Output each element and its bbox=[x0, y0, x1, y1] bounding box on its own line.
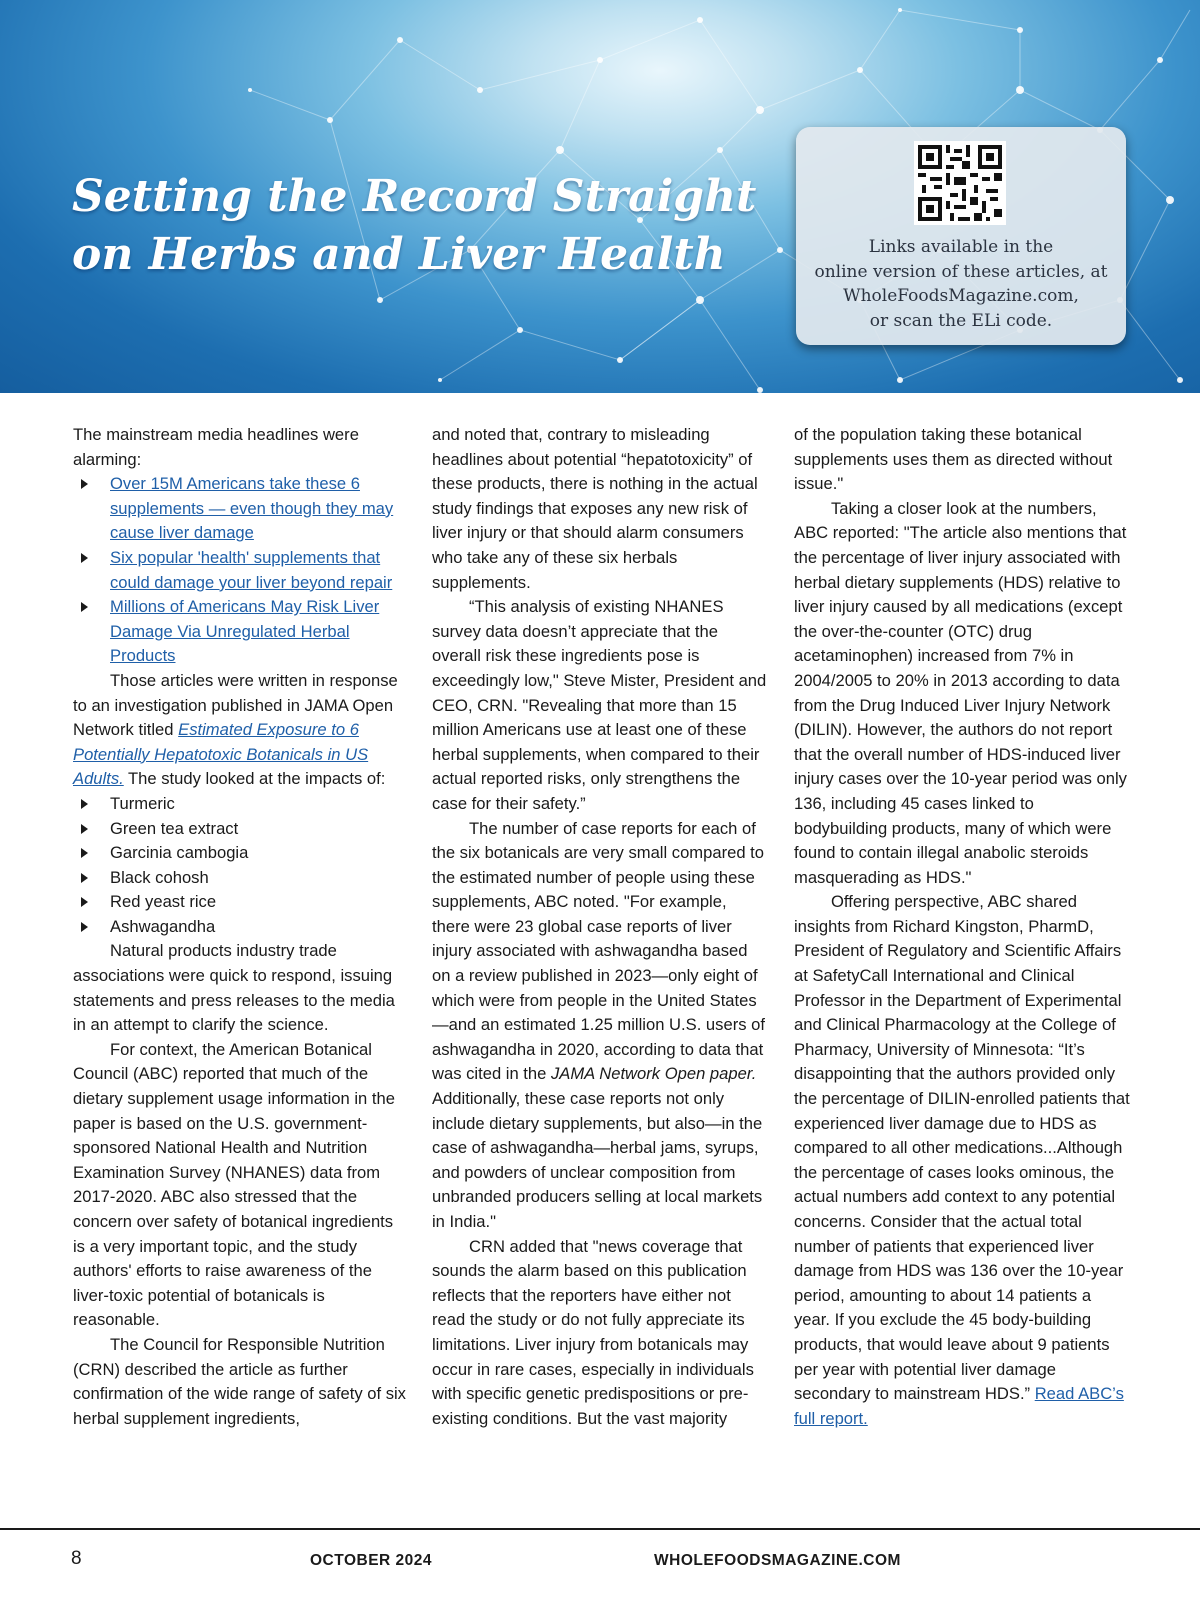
list-item bbox=[73, 472, 409, 546]
list-item bbox=[73, 595, 409, 669]
article-column-1 bbox=[73, 423, 409, 1431]
list-item bbox=[73, 546, 409, 595]
body-paragraph: Taking a closer look at the numbers, ABC reported: "The article also mentions that the percentage of liver injury associated with herbal dietary supplements (HDS) relative to liver injury caused by all medications (except the over-the-counter (OTC) drug acetaminophen) increased from 7% in 2004/2005 to 20% in 2013 according to data from the Drug Induced Liver Injury Network (DILIN). However, the authors do not report that the overall number of HDS-induced liver injury cases over the 10-year period was only 136, including 45 cases linked to bodybuilding products, many of which were found to contain illegal anabolic steroids masquerading as HDS." bbox=[794, 498, 1127, 887]
quote-paragraph: “This analysis of existing NHANES survey data doesn’t appreciate that the overall risk these ingredients pose is exceedingly low," Steve Mister, President and CEO, CRN. "Revealing that more than 15 million Americans use at least one of these herbal supplements, when compared to their actual reported risks, only strengthens the case for their safety.” bbox=[432, 597, 767, 813]
intro-paragraph: The mainstream media headlines were alarming: bbox=[73, 425, 359, 469]
list-item: Turmeric bbox=[73, 792, 409, 817]
list-item: Red yeast rice bbox=[73, 890, 409, 915]
article-title bbox=[72, 168, 772, 284]
article-column-3 bbox=[794, 423, 1130, 1431]
paragraph-text: The number of case reports for each of the six botanicals are very small compared to the estimated number of people using these supplements, ABC noted. "For example, there were 23 global case reports of liver injury associated with ashwagandha based on a review published in 2023—only eight of which were from people in the United States—and an estimated 1.25 million U.S. users of ashwagandha in 2020, according to data that was cited in the bbox=[432, 818, 765, 1084]
eli-instructions bbox=[796, 235, 1126, 333]
list-item: Garcinia cambogia bbox=[73, 841, 409, 866]
eli-code-box bbox=[796, 127, 1126, 345]
body-paragraph bbox=[794, 890, 1130, 1431]
issue-date: OCTOBER 2024 bbox=[310, 1552, 433, 1569]
page-number: 8 bbox=[71, 1548, 82, 1569]
body-paragraph bbox=[73, 669, 409, 792]
headline-link-2[interactable]: Six popular 'health' supplements that could damage your liver beyond repair bbox=[110, 547, 393, 592]
title-line-1: Setting the Record Straight bbox=[72, 171, 757, 222]
title-line-2: on Herbs and Liver Health bbox=[72, 229, 726, 280]
list-item: Green tea extract bbox=[73, 817, 409, 842]
headline-links-list bbox=[73, 472, 409, 669]
eli-line-1: Links available in the bbox=[868, 237, 1054, 257]
journal-name: JAMA Network Open paper. bbox=[550, 1064, 757, 1084]
qr-code-icon[interactable] bbox=[914, 141, 1006, 225]
magazine-website: WHOLEFOODSMAGAZINE.COM bbox=[654, 1552, 901, 1569]
body-paragraph: The Council for Responsible Nutrition (CRN) described the article as further confirmation of the wide range of safety of six herbal supplement ingredients, bbox=[73, 1334, 406, 1428]
study-link[interactable]: Estimated Exposure to 6 Potentially Hepatotoxic Botanicals in US Adults. bbox=[73, 720, 369, 789]
eli-line-4: or scan the ELi code. bbox=[869, 310, 1053, 331]
body-paragraph: CRN added that "news coverage that sounds the alarm based on this publication reflects that the reporters have either not read the study or do not fully appreciate its limitations. Liver injury from botanicals may occur in rare cases, especially in individuals with specific genetic predispositions or pre-existing conditions. But the vast majority bbox=[432, 1236, 754, 1428]
body-paragraph bbox=[432, 817, 768, 1235]
header-banner bbox=[0, 0, 1200, 393]
paragraph-text: Those articles were written in response to an investigation published in JAMA Open Network titled bbox=[73, 670, 398, 740]
paragraph-text: The study looked at the impacts of: bbox=[123, 769, 386, 789]
headline-link-1[interactable]: Over 15M Americans take these 6 supplements — even though they may cause liver damage bbox=[110, 474, 394, 543]
list-item: Ashwagandha bbox=[73, 915, 409, 940]
botanicals-list bbox=[73, 792, 409, 940]
body-paragraph: of the population taking these botanical supplements uses them as directed without issue." bbox=[794, 425, 1113, 494]
paragraph-text: Offering perspective, ABC shared insights from Richard Kingston, PharmD, President of Regulatory and Scientific Affairs at SafetyCall International and Clinical Professor in the Department of Experimental and Clinical Pharmacology at the College of Pharmacy, University of Minnesota: “It’s disappointing that the authors provided only the percentage of DILIN-enrolled patients that experienced liver damage due to HDS as compared to all other medications...Although the percentage of cases looks ominous, the actual numbers add context to any potential concerns. Consider that the actual total number of patients that experienced liver damage from HDS was 136 over the 10-year period, amounting to about 14 patients a year. If you exclude the 45 body-building products, that would leave about 9 patients per year with potential liver damage secondary to mainstream HDS.” bbox=[794, 892, 1130, 1404]
footer-divider bbox=[0, 1528, 1200, 1530]
body-paragraph: Natural products industry trade associations were quick to respond, issuing statements and press releases to the media in an attempt to clarify the science. bbox=[73, 941, 395, 1035]
eli-line-2: online version of these articles, at bbox=[814, 261, 1108, 282]
body-paragraph: and noted that, contrary to misleading headlines about potential “hepatotoxicity” of these products, there is nothing in the actual study findings that exposes any new risk of liver injury or that should alarm consumers who take any of these six herbals supplements. bbox=[432, 425, 758, 592]
list-item: Black cohosh bbox=[73, 866, 409, 891]
full-report-link[interactable]: Read ABC’s full report. bbox=[794, 1384, 1124, 1428]
article-column-2 bbox=[432, 423, 768, 1431]
headline-link-3[interactable]: Millions of Americans May Risk Liver Damage Via Unregulated Herbal Products bbox=[110, 597, 380, 666]
body-paragraph: For context, the American Botanical Council (ABC) reported that much of the dietary supplement usage information in the paper is based on the U.S. government-sponsored National Health and Nutrition Examination Survey (NHANES) data from 2017-2020. ABC also stressed that the concern over safety of botanical ingredients is a very important topic, and the study authors' efforts to raise awareness of the liver-toxic potential of botanicals is reasonable. bbox=[73, 1039, 395, 1330]
paragraph-text: Additionally, these case reports not only include dietary supplements, but also—in the case of ashwagandha—herbal jams, syrups, and powders of unclear composition from unbranded producers selling at local markets in India." bbox=[432, 1089, 763, 1231]
eli-line-3: WholeFoodsMagazine.com, bbox=[843, 286, 1079, 306]
